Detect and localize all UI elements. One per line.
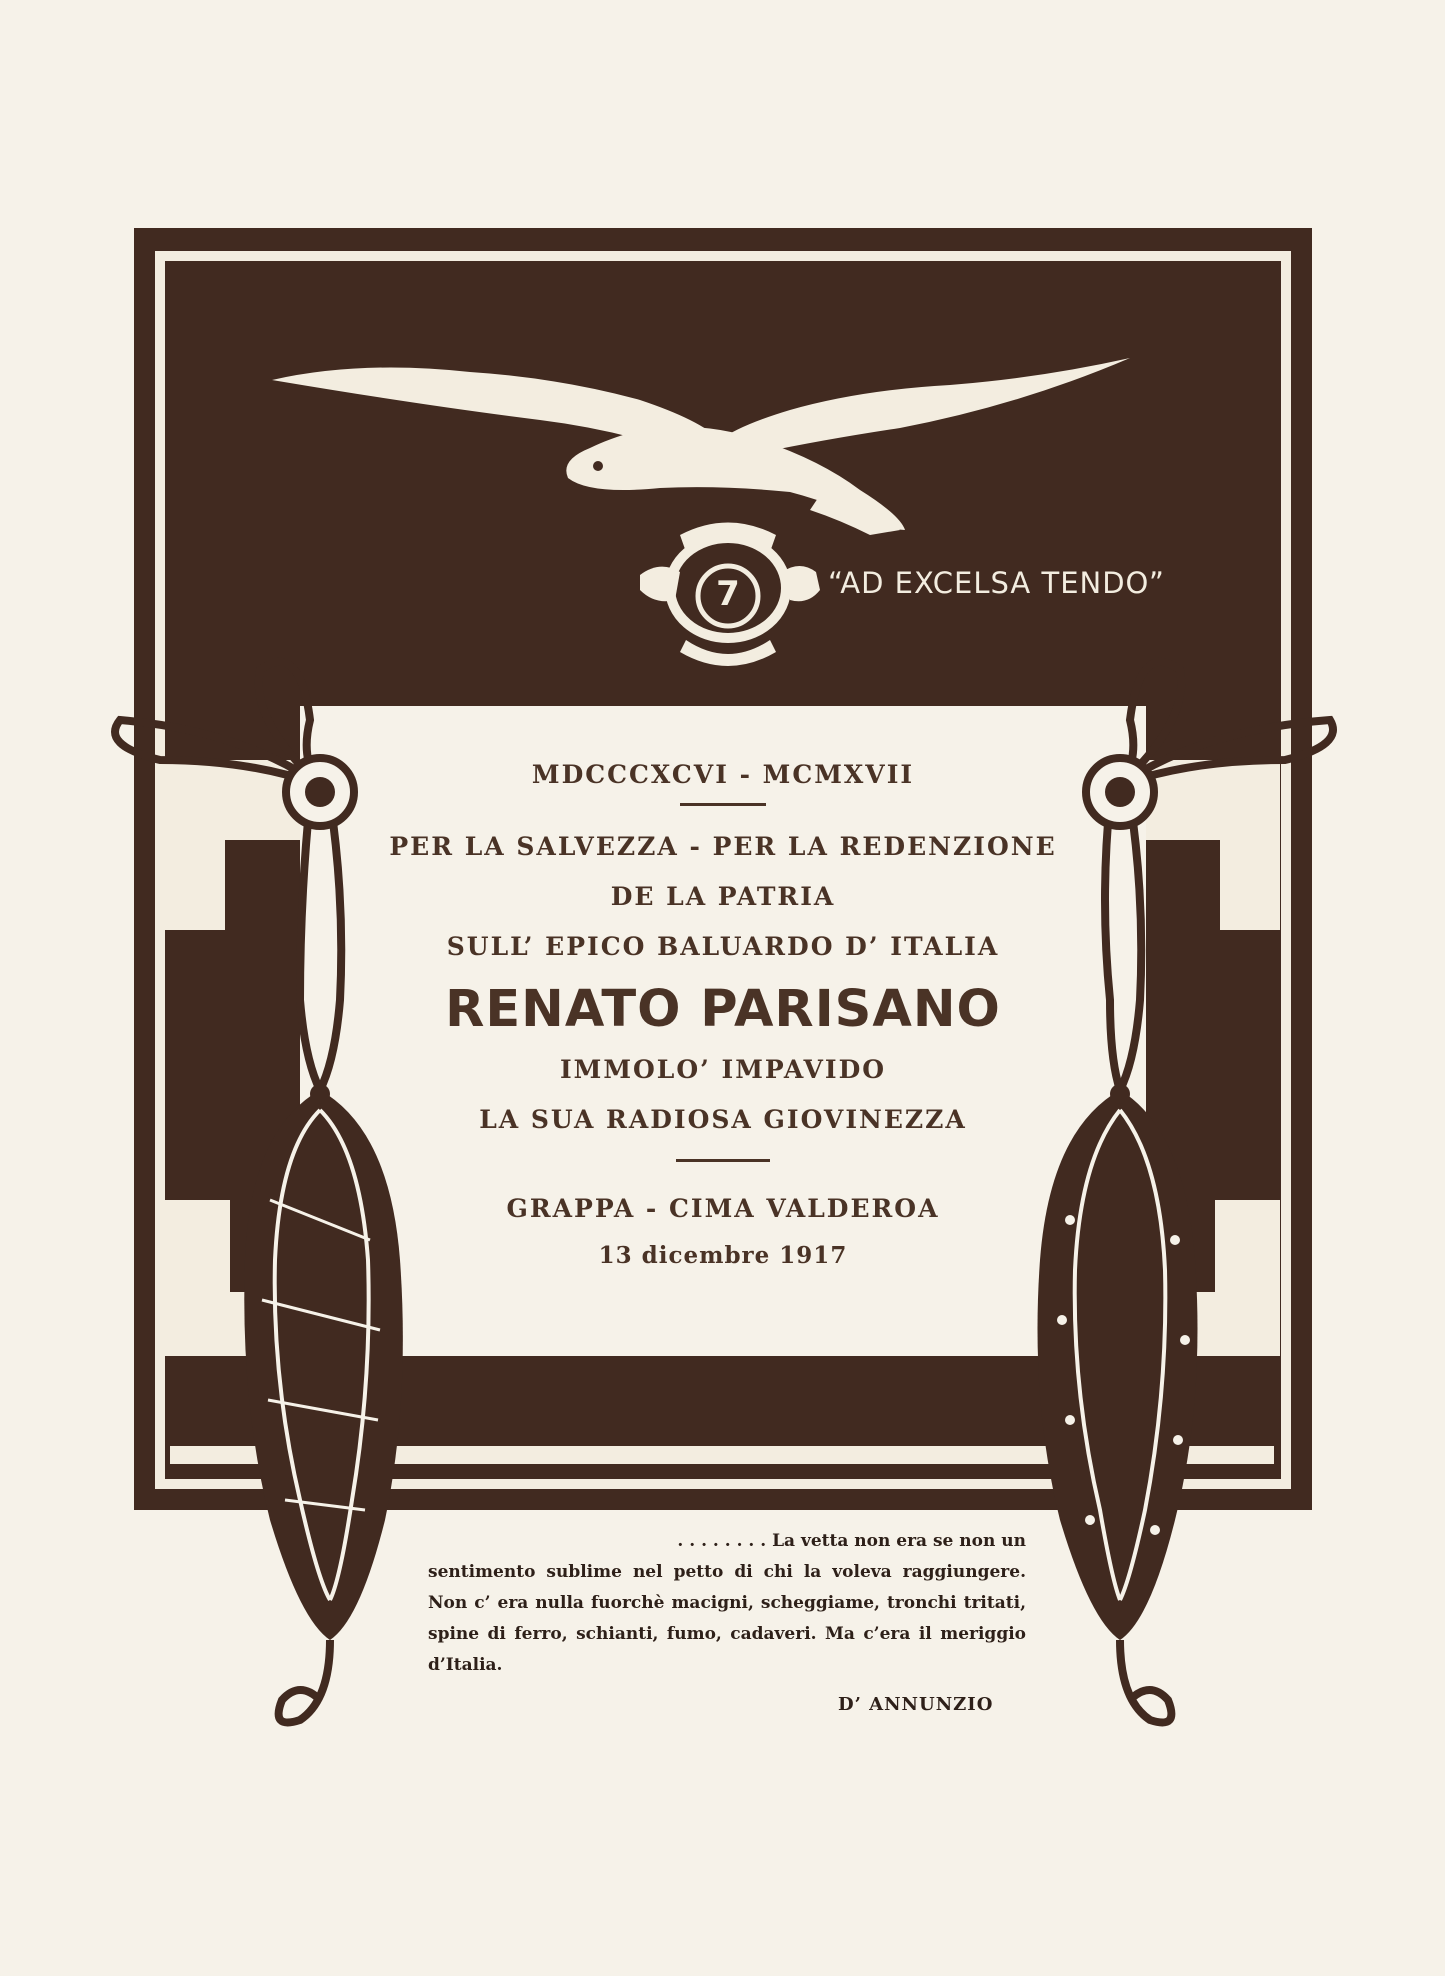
inscription-line-1: PER LA SALVEZZA - PER LA REDENZIONE: [389, 832, 1057, 861]
years: MDCCCXCVI - MCMXVII: [531, 760, 915, 789]
quotation: [428, 1526, 1026, 1681]
inscription: [320, 742, 1126, 1278]
honoree-name: RENATO PARISANO: [445, 980, 1001, 1039]
motto: “AD EXCELSA TENDO”: [828, 566, 1165, 600]
regiment-number: 7: [716, 574, 740, 614]
inscription-line-4: IMMOLO’ IMPAVIDO: [559, 1055, 887, 1084]
divider: [676, 1159, 770, 1162]
date: 13 dicembre 1917: [598, 1242, 848, 1269]
quotation-author: D’ ANNUNZIO: [838, 1694, 994, 1715]
divider: [680, 803, 766, 806]
quotation-first-line: . . . . . . . . La vetta non era se non un: [677, 1531, 1026, 1551]
inscription-line-5: LA SUA RADIOSA GIOVINEZZA: [479, 1105, 967, 1134]
inscription-line-2: DE LA PATRIA: [610, 882, 836, 911]
place: GRAPPA - CIMA VALDEROA: [506, 1194, 940, 1223]
quotation-body: sentimento sublime nel petto di chi la voleva raggiungere. Non c’ era nulla fuorchè macigni, scheggiame, tronchi tritati, spine di ferro, schianti, fumo, cadaveri. Ma c’era il meriggio d’Italia.: [428, 1562, 1026, 1675]
inscription-line-3: SULL’ EPICO BALUARDO D’ ITALIA: [446, 932, 1000, 961]
